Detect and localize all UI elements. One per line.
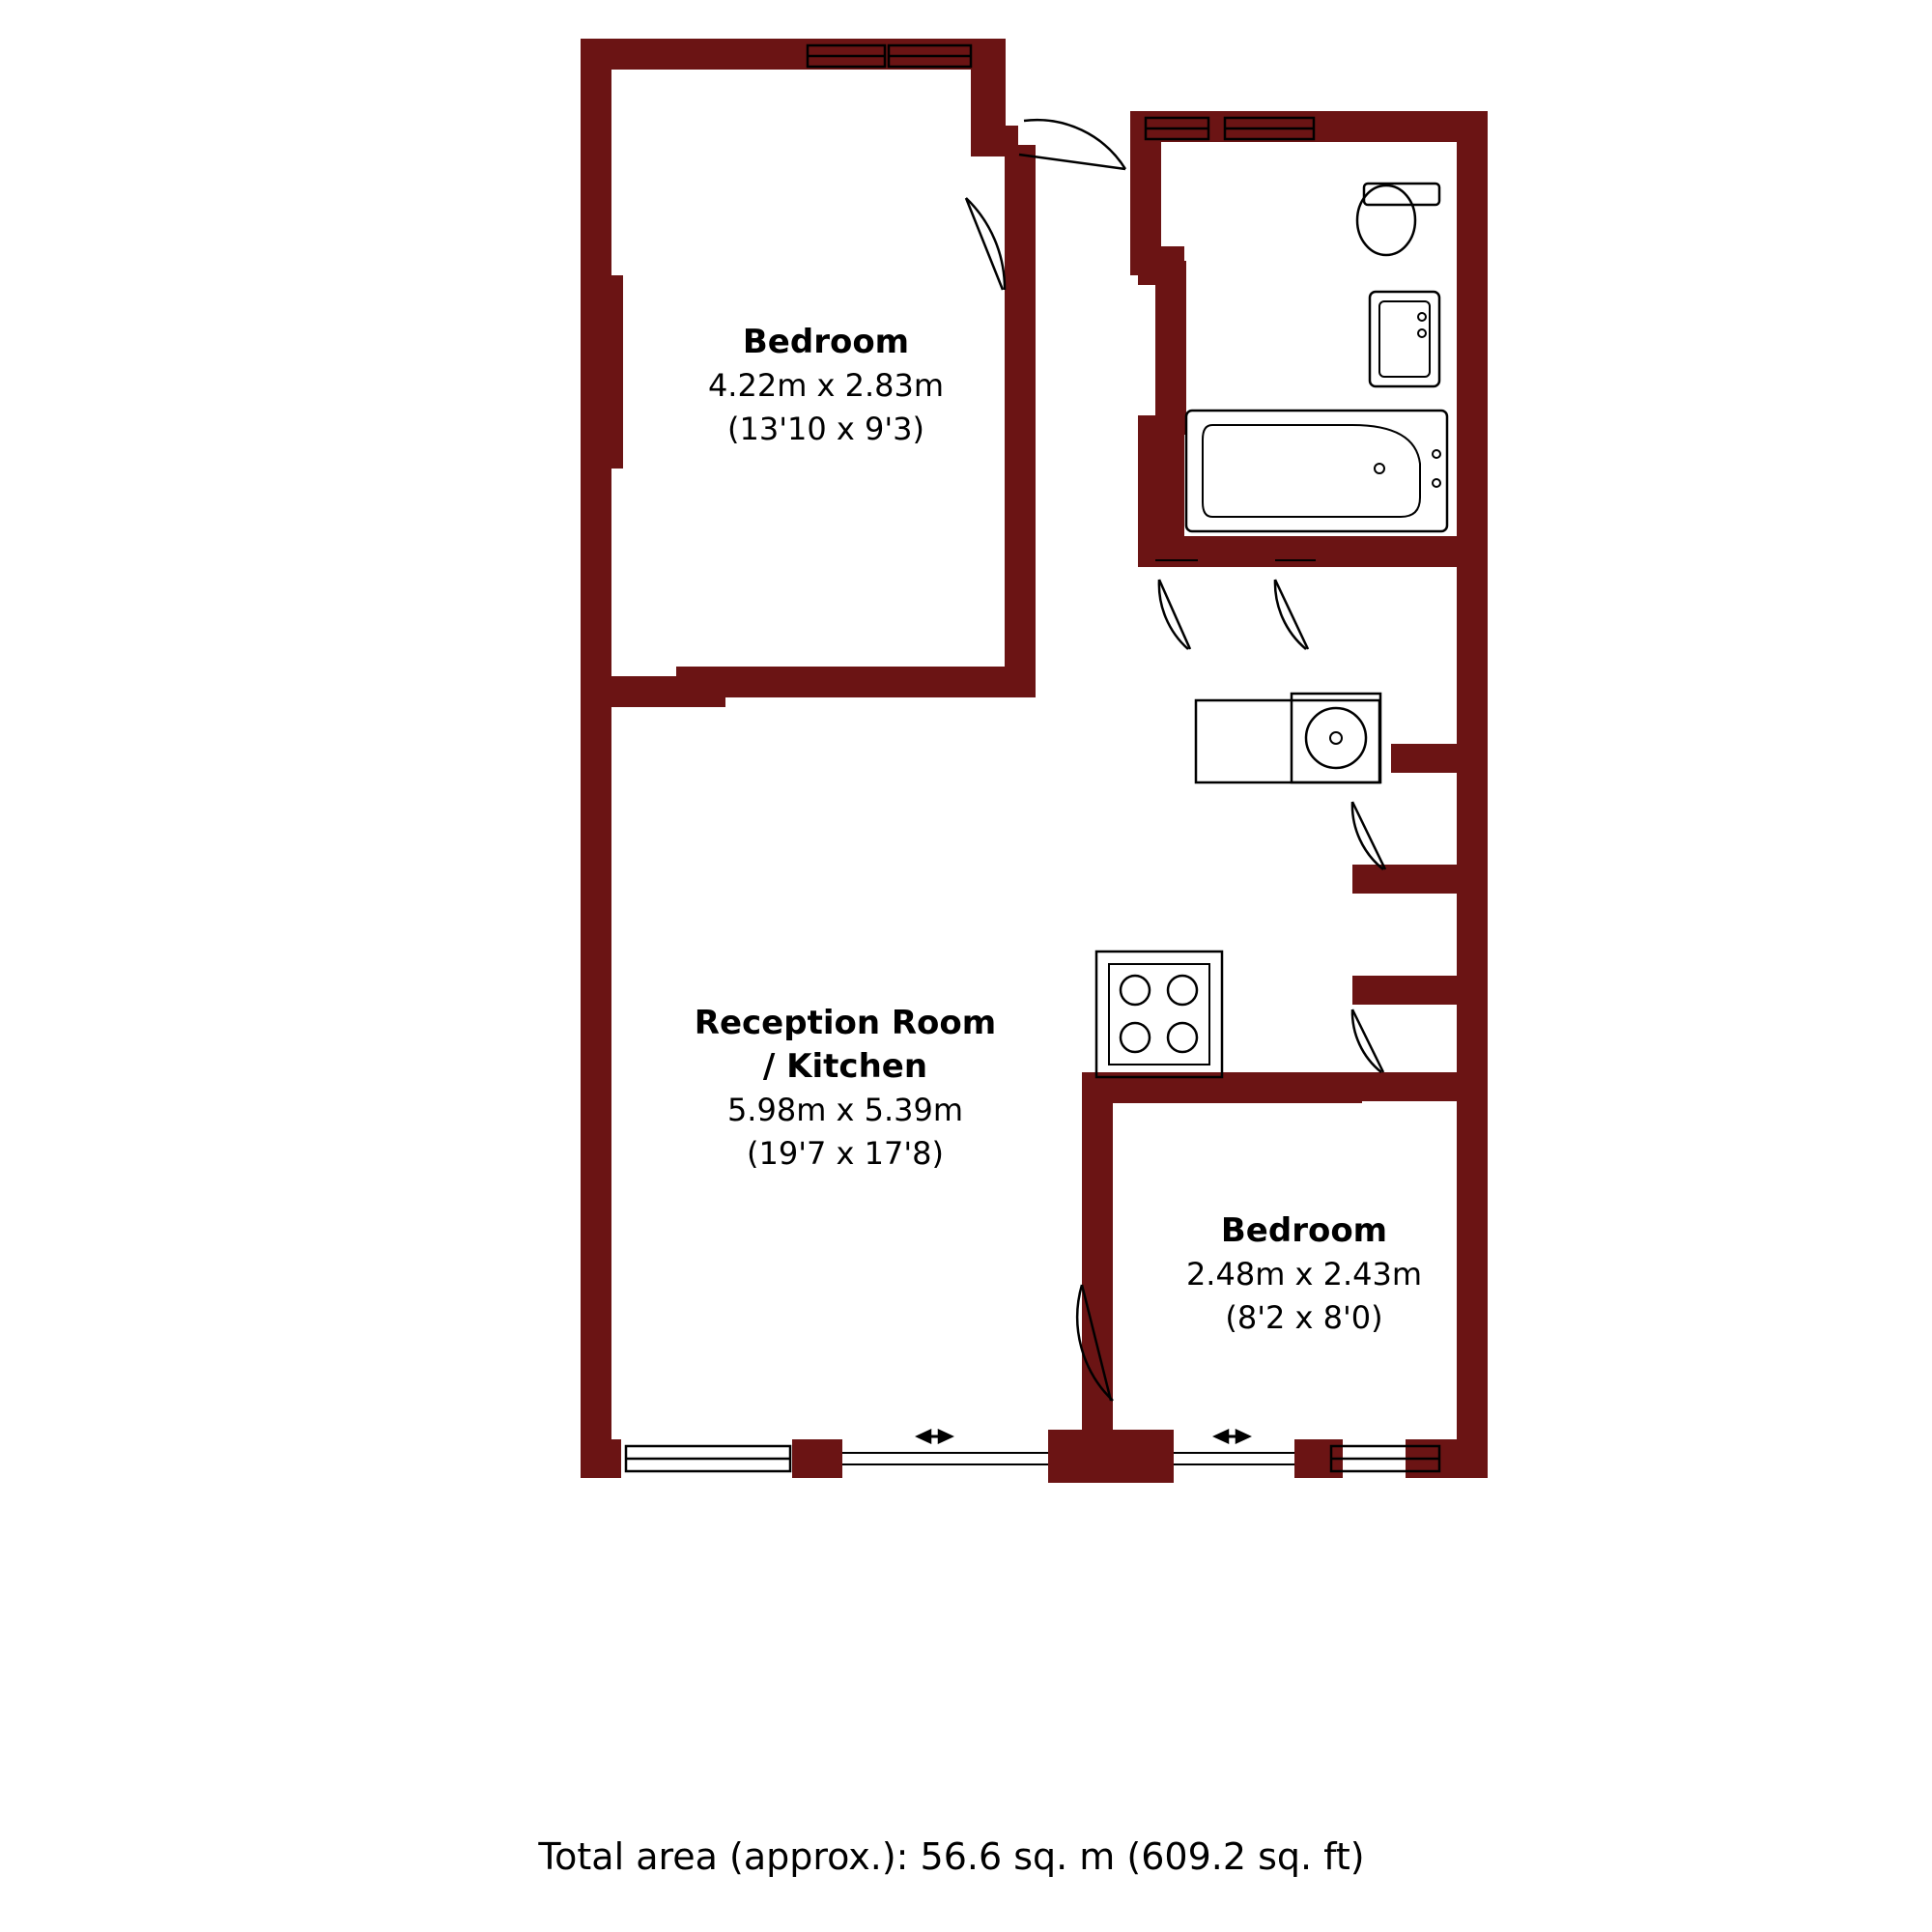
total-area-caption: Total area (approx.): 56.6 sq. m (609.2 sq. ft) — [538, 1835, 1365, 1878]
room-label-bedroom-main — [708, 323, 944, 447]
sliding-door-arrow-right — [1215, 1431, 1249, 1442]
bedroom-main-name: Bedroom — [742, 323, 910, 361]
utility-fixtures — [1096, 694, 1380, 1077]
door-bathroom — [1159, 580, 1190, 649]
window-bottom-left — [626, 1446, 790, 1471]
door-cupboard-2 — [1352, 1009, 1383, 1072]
room-label-reception-kitchen — [695, 1004, 996, 1172]
bathtub-icon — [1186, 411, 1447, 531]
reception-kitchen-name-line1: Reception Room — [694, 1004, 997, 1042]
reception-kitchen-dim-imperial: (19'7 x 17'8) — [747, 1135, 944, 1172]
reception-kitchen-name-line2: / Kitchen — [762, 1047, 928, 1086]
door-bedroom-main — [966, 198, 1005, 290]
bedroom-second-dim-imperial: (8'2 x 8'0) — [1225, 1299, 1383, 1336]
door-cupboard-1 — [1275, 580, 1308, 649]
bedroom-main-dim-imperial: (13'10 x 9'3) — [727, 411, 924, 447]
sliding-door-arrow-left — [918, 1431, 952, 1442]
bedroom-second-dim-metric: 2.48m x 2.43m — [1185, 1256, 1423, 1293]
washing-machine-icon — [1196, 694, 1380, 782]
cooker-hob-icon — [1096, 952, 1222, 1077]
reception-kitchen-dim-metric: 5.98m x 5.39m — [726, 1092, 964, 1128]
basin-icon — [1370, 292, 1439, 386]
bedroom-main-dim-metric: 4.22m x 2.83m — [707, 367, 945, 404]
toilet-icon — [1357, 184, 1439, 255]
door-utility — [1352, 802, 1385, 869]
bedroom-second-name: Bedroom — [1220, 1211, 1388, 1250]
bathroom-fixtures — [1186, 184, 1447, 531]
room-label-bedroom-second — [1186, 1211, 1422, 1336]
